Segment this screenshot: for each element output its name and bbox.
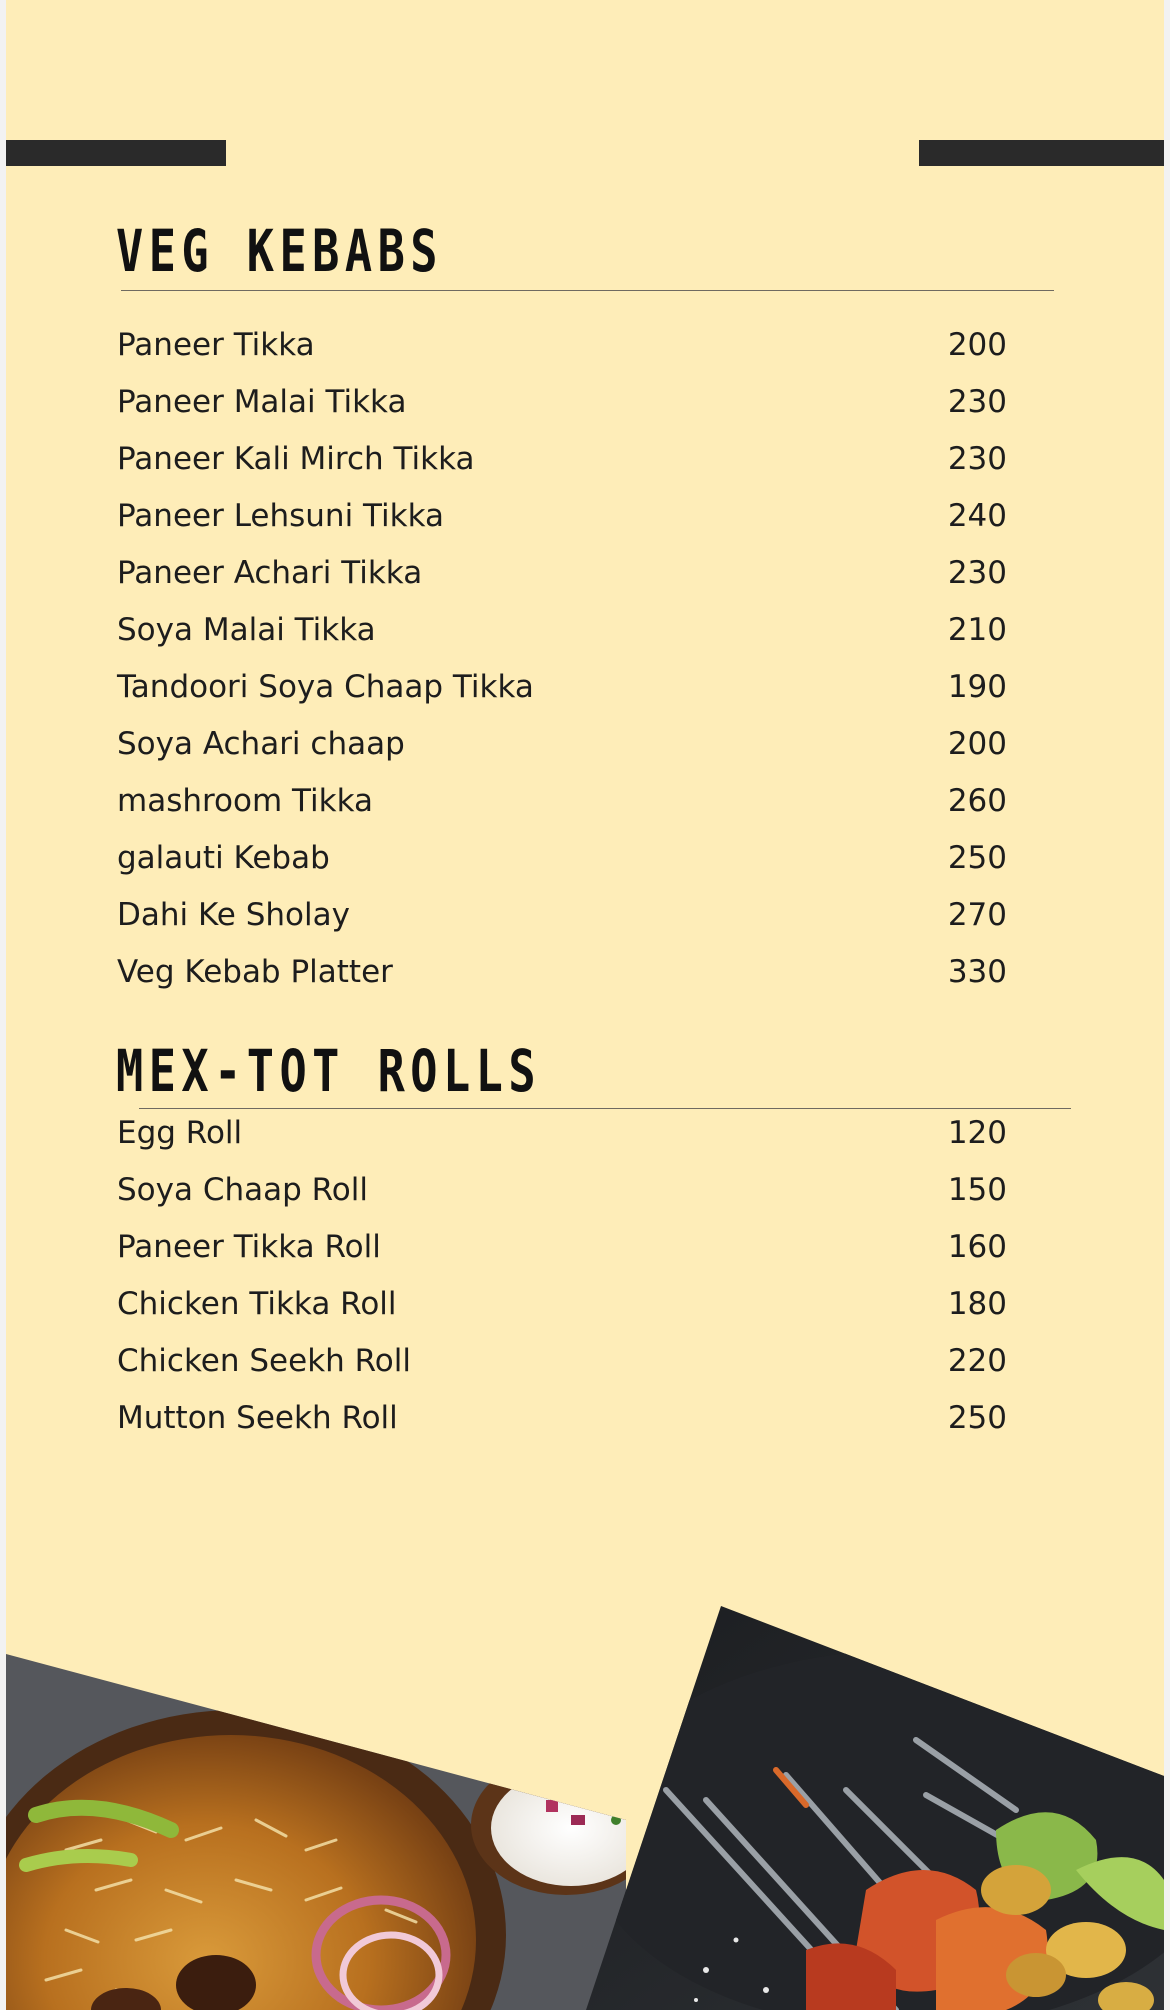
- menu-item: [117, 830, 1007, 887]
- item-price: 250: [947, 840, 1007, 876]
- menu-item: [117, 1333, 1007, 1390]
- item-name: Paneer Tikka Roll: [117, 1229, 381, 1265]
- item-price: 230: [947, 555, 1007, 591]
- item-name: Mutton Seekh Roll: [117, 1400, 398, 1436]
- kebab-skewers-photo: [566, 1590, 1164, 2010]
- item-price: 210: [947, 612, 1007, 648]
- item-name: Chicken Tikka Roll: [117, 1286, 397, 1322]
- menu-item: [117, 944, 1007, 1001]
- menu-item: [117, 602, 1007, 659]
- biryani-bowl-photo: [6, 1650, 661, 2010]
- item-price: 200: [947, 726, 1007, 762]
- item-price: 240: [947, 498, 1007, 534]
- decorative-bar-left: [6, 140, 226, 166]
- item-price: 230: [947, 441, 1007, 477]
- item-name: Veg Kebab Platter: [117, 954, 393, 990]
- item-name: Soya Malai Tikka: [117, 612, 376, 648]
- menu-item: [117, 716, 1007, 773]
- item-price: 180: [947, 1286, 1007, 1322]
- item-price: 330: [947, 954, 1007, 990]
- section-title-mex-tot-rolls: MEX-TOT ROLLS: [116, 1037, 542, 1105]
- menu-item: [117, 488, 1007, 545]
- section-divider: [121, 290, 1054, 291]
- item-name: mashroom Tikka: [117, 783, 373, 819]
- menu-item: [117, 1105, 1007, 1162]
- item-name: Paneer Lehsuni Tikka: [117, 498, 444, 534]
- menu-page: [6, 0, 1164, 2010]
- item-name: Paneer Tikka: [117, 327, 315, 363]
- item-price: 260: [947, 783, 1007, 819]
- item-price: 190: [947, 669, 1007, 705]
- item-price: 200: [947, 327, 1007, 363]
- item-price: 220: [947, 1343, 1007, 1379]
- menu-item: [117, 1219, 1007, 1276]
- item-price: 230: [947, 384, 1007, 420]
- veg-kebabs-list: [117, 317, 1007, 1001]
- item-name: Paneer Achari Tikka: [117, 555, 423, 591]
- item-price: 150: [947, 1172, 1007, 1208]
- item-name: Soya Chaap Roll: [117, 1172, 368, 1208]
- item-name: Dahi Ke Sholay: [117, 897, 350, 933]
- item-price: 250: [947, 1400, 1007, 1436]
- menu-item: [117, 431, 1007, 488]
- decorative-bar-right: [919, 140, 1164, 166]
- mex-tot-rolls-list: [117, 1105, 1007, 1447]
- menu-item: [117, 545, 1007, 602]
- menu-item: [117, 773, 1007, 830]
- item-name: galauti Kebab: [117, 840, 330, 876]
- menu-item: [117, 374, 1007, 431]
- menu-item: [117, 1390, 1007, 1447]
- item-price: 160: [947, 1229, 1007, 1265]
- item-name: Chicken Seekh Roll: [117, 1343, 411, 1379]
- section-title-veg-kebabs: VEG KEBABS: [116, 217, 443, 285]
- menu-item: [117, 659, 1007, 716]
- menu-item: [117, 317, 1007, 374]
- item-name: Egg Roll: [117, 1115, 243, 1151]
- item-price: 120: [947, 1115, 1007, 1151]
- menu-item: [117, 1162, 1007, 1219]
- menu-item: [117, 1276, 1007, 1333]
- item-name: Tandoori Soya Chaap Tikka: [117, 669, 534, 705]
- item-name: Paneer Kali Mirch Tikka: [117, 441, 475, 477]
- menu-item: [117, 887, 1007, 944]
- item-price: 270: [947, 897, 1007, 933]
- food-photos: [6, 1590, 1164, 2010]
- item-name: Paneer Malai Tikka: [117, 384, 407, 420]
- item-name: Soya Achari chaap: [117, 726, 405, 762]
